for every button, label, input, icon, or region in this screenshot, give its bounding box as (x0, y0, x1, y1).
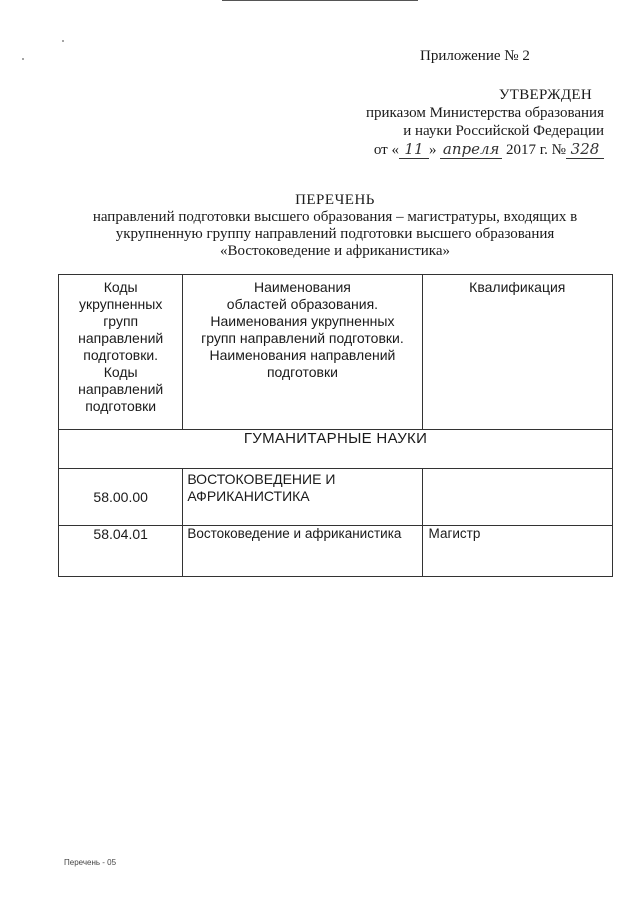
scan-speck (22, 58, 24, 60)
section-title: ГУМАНИТАРНЫЕ НАУКИ (59, 430, 613, 469)
name-cell (183, 469, 422, 526)
approval-block (360, 86, 604, 159)
header-codes-line: подготовки (85, 398, 157, 414)
header-names-line: Наименования укрупненных (210, 313, 395, 329)
name-line: ВОСТОКОВЕДЕНИЕ И (187, 471, 336, 487)
table-row (59, 526, 613, 577)
document-heading (60, 192, 610, 260)
header-codes-line: групп (103, 313, 139, 329)
header-codes-line: Коды (103, 279, 138, 295)
heading-line3: «Востоковедение и африканистика» (219, 243, 451, 259)
handwritten-number: 328 (566, 140, 604, 159)
header-codes-line: Коды (103, 364, 138, 380)
header-names-line: групп направлений подготовки. (201, 330, 404, 346)
header-names-line: Наименования (254, 279, 351, 295)
name-cell: Востоковедение и африканистика (183, 526, 422, 577)
header-codes-line: направлений (78, 381, 164, 397)
code-cell: 58.00.00 (59, 469, 183, 526)
approval-line2: и науки Российской Федерации (403, 123, 604, 139)
header-qualification-cell: Квалификация (422, 275, 612, 430)
header-codes-line: укрупненных (78, 296, 163, 312)
header-codes-line: подготовки. (83, 347, 159, 363)
header-names-line: областей образования. (226, 296, 379, 312)
approval-line1: приказом Министерства образования (366, 105, 604, 121)
scan-speck (62, 40, 64, 42)
header-codes-cell (59, 275, 183, 430)
year-text: 2017 г. № (505, 142, 566, 158)
appendix-label: Приложение № 2 (420, 48, 530, 64)
header-names-cell (183, 275, 422, 430)
table-row (59, 469, 613, 526)
table-header-row (59, 275, 613, 430)
footer-label: Перечень - 05 (64, 858, 117, 867)
heading-line1: направлений подготовки высшего образования – магистратуры, входящих в (92, 209, 578, 225)
handwritten-month: апреля (440, 140, 502, 159)
heading-title: ПЕРЕЧЕНЬ (295, 192, 375, 208)
scan-edge-line (222, 0, 418, 1)
heading-line2: укрупненную группу направлений подготовки высшего образования (115, 226, 555, 242)
header-names-line: подготовки (266, 364, 338, 380)
header-names-line: Наименования направлений (209, 347, 396, 363)
date-prefix: от « (373, 142, 399, 158)
code-cell: 58.04.01 (59, 526, 183, 577)
date-mid: » (428, 142, 437, 158)
directions-table (58, 274, 613, 577)
header-codes-line: направлений (78, 330, 164, 346)
approval-title: УТВЕРЖДЕН (498, 87, 592, 103)
qualification-cell: Магистр (422, 526, 612, 577)
name-line: АФРИКАНИСТИКА (187, 488, 310, 504)
qualification-cell (422, 469, 612, 526)
section-row (59, 430, 613, 469)
approval-date-line (360, 140, 604, 159)
handwritten-day: 11 (399, 140, 429, 159)
